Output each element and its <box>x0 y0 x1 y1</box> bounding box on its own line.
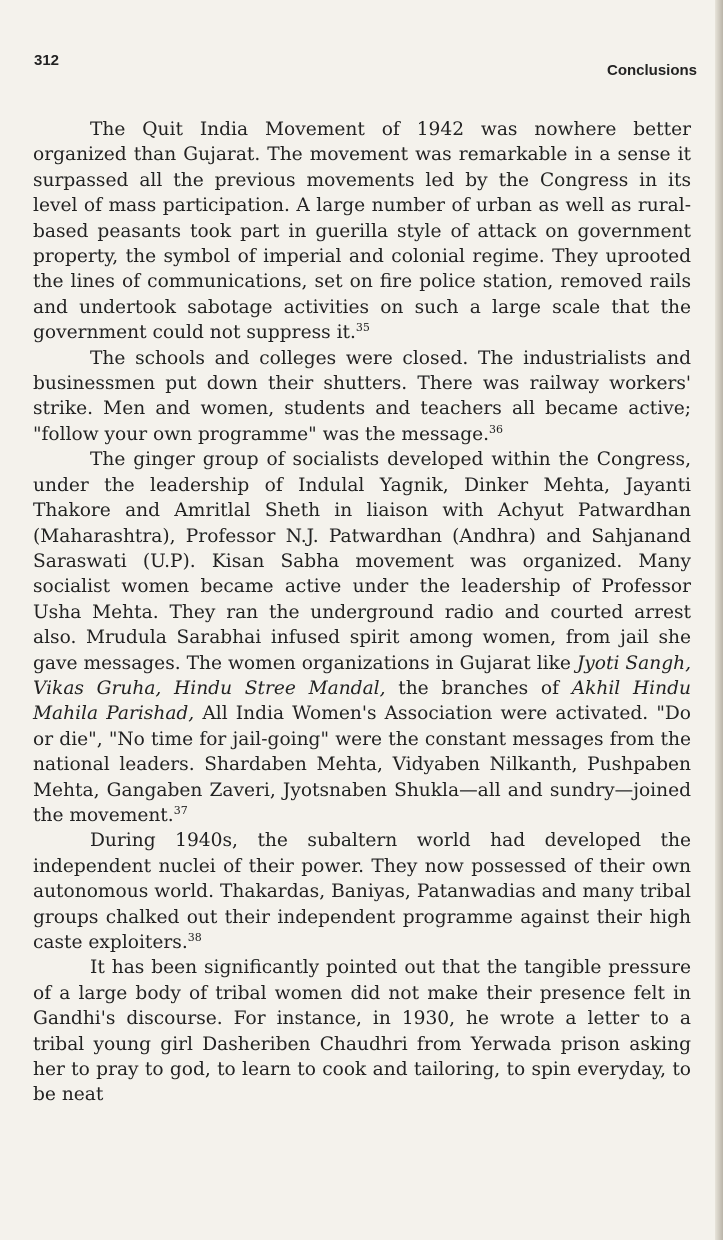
page-header <box>34 52 697 82</box>
page-edge-shadow <box>715 0 723 1240</box>
page-number: 312 <box>34 52 60 69</box>
paragraph-quit-india: The Quit India Movement of 1942 was nowhere better organized than Gujarat. The movement was remarkable in a sense it surpassed all the previous movements led by the Congress in its level of mass participation. A large number of urban as well as rural-based peasants took part in guerilla style of attack on government property, the symbol of imperial and colonial regime. They uprooted the lines of communications, set on fire police station, removed rails and undertook sabotage activities on such a large scale that the government could not suppress it.$^{35}$ <box>33 119 691 344</box>
footnote-ref-37: 37 <box>173 803 188 817</box>
italic-organizations: Jyoti Sangh, Vikas Gruha, Hindu Stree Mandal, <box>33 652 691 699</box>
footnote-ref-38: 38 <box>187 931 202 944</box>
paragraph-subaltern-world: During 1940s, the subaltern world had developed the independent nuclei of their power. They now possessed of their own autonomous world. Thakardas, Baniyas, Patanwadias and many tribal groups chalked out their independent programme against their high caste exploiters.$^{38}$ <box>33 830 691 953</box>
paragraph-schools-closed: The schools and colleges were closed. The industrialists and businessmen put down their shutters. There was railway workers' strike. Men and women, students and teachers all became active; "follow your own programme" was the message.$^{36}$ <box>33 347 691 445</box>
footnote-ref-36: 36 <box>489 422 504 436</box>
running-head: Conclusions <box>606 62 697 79</box>
paragraph-tribal-women: It has been significantly pointed out that the tangible pressure of a large body of tribal women did not make their presence felt in Gandhi's discourse. For instance, in 1930, he wrote a letter to a tribal young girl Dasheriben Chaudhri from Yerwada prison asking her to pray to god, to learn to cook and tailoring, to spin everyday, to be neat <box>33 957 691 1106</box>
footnote-ref-35: 35 <box>355 321 370 335</box>
italic-parishad: Akhil Hindu Mahila Parishad, <box>33 677 691 725</box>
body-text <box>33 117 691 1108</box>
paragraph-socialist-group: The ginger group of socialists developed within the Congress, under the leadership of Indulal Yagnik, Dinker Mehta, Jayanti Thakore and Amritlal Sheth in liaison with Achyut Patwardhan (Maharashtra), Professor N.J. Patwardhan (Andhra) and Sahjanand Saraswati (U.P). Kisan Sabha movement was organized. Many socialist women became active under the leadership of Professor Usha Mehta. They ran the underground radio and courted arrest also. Mrudula Sarabhai infused spirit among women, from jail she gave messages. The women organizations in Gujarat like Jyoti Sangh, Vikas Gruha, Hindu Stree Mandal, the branches of Akhil Hindu Mahila Parishad, All India Women's Association were activated. "Do or die", "No time for jail-going" were the constant messages from the national leaders. Shardaben Mehta, Vidyaben Nilkanth, Pushpaben Mehta, Gangaben Zaveri, Jyotsnaben Shukla—all and sundry—joined the movement.$^{37}$ <box>33 449 691 826</box>
